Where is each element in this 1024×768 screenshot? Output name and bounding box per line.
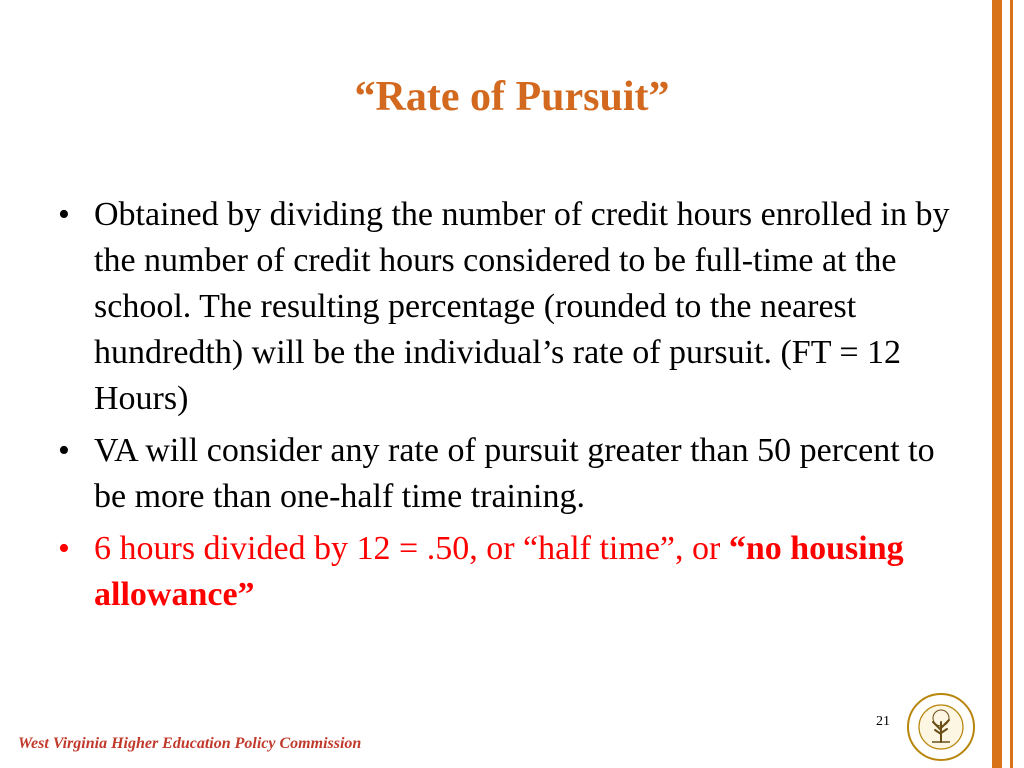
commission-seal-icon — [906, 692, 976, 762]
bullet-list — [58, 192, 968, 624]
bullet-text: Obtained by dividing the number of credit hours enrolled in by the number of credit hours considered to be full-time at the school. The resulting percentage (rounded to the nearest hundredth) will be the individual’s rate of pursuit. (FT = 12 Hours) — [94, 196, 950, 417]
bullet-item — [58, 428, 968, 520]
slide-title: “Rate of Pursuit” — [354, 74, 670, 120]
bullet-marker: • — [58, 530, 70, 567]
bullet-text: VA will consider any rate of pursuit greater than 50 percent to be more than one-half time training. — [94, 432, 935, 515]
bullet-item-highlight — [58, 526, 968, 618]
footer-organization: West Virginia Higher Education Policy Commission — [18, 735, 362, 752]
bullet-marker: • — [58, 432, 70, 469]
bullet-item — [58, 192, 968, 422]
bullet-text — [94, 526, 968, 618]
bullet-marker: • — [58, 196, 70, 233]
bullet-text-plain: 6 hours divided by 12 = .50, or “half time”, or — [94, 530, 729, 567]
page-number: 21 — [876, 714, 890, 729]
bullet-text-bold: “no housing allowance” — [94, 530, 904, 613]
